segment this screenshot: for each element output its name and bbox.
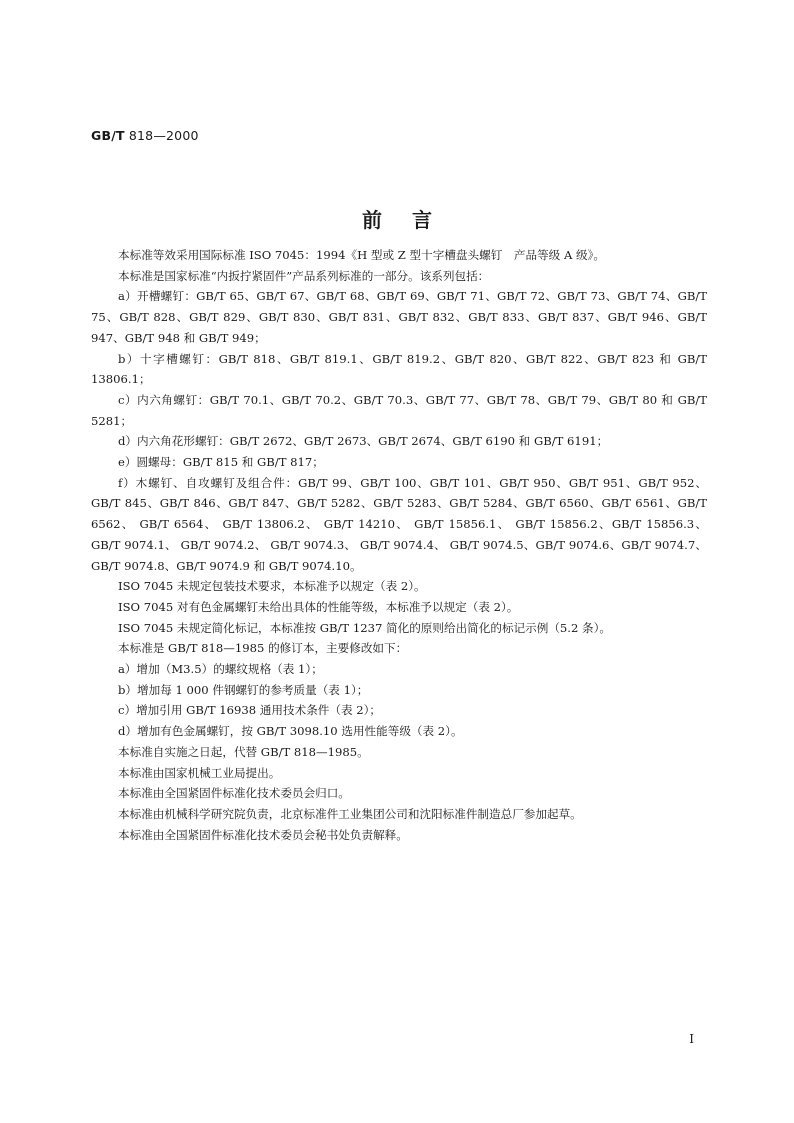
paragraph-revision-intro: 本标准是 GB/T 818—1985 的修订本，主要修改如下： — [118, 641, 408, 656]
paragraph-drafted-by: 本标准由机械科学研究院负责，北京标准件工业集团公司和沈阳标准件制造总厂参加起草。 — [118, 806, 582, 821]
standard-code-number: 818—2000 — [128, 128, 199, 143]
paragraph-iso-equivalence: 本标准等效采用国际标准 ISO 7045：1994《H 型或 Z 型十字槽盘头螺钉 产品等级 A 级》。 — [118, 248, 605, 262]
paragraph-interpreted-by: 本标准由全国紧固件标准化技术委员会秘书处负责解释。 — [118, 827, 408, 842]
foreword-body — [91, 245, 707, 845]
list-item-cross-recessed-screws: b）十字槽螺钉：GB/T 818、GB/T 819.1、GB/T 819.2、GB/T 820、GB/T 822、GB/T 823 和 GB/T 13806.1； — [91, 351, 707, 387]
paragraph-packaging: ISO 7045 未规定包装技术要求，本标准予以规定（表 2）。 — [118, 579, 426, 594]
page-number: I — [689, 1032, 694, 1046]
list-item-revision-b: b）增加每 1 000 件钢螺钉的参考质量（表 1）； — [118, 682, 369, 697]
list-item-revision-a: a）增加（M3.5）的螺纹规格（表 1）； — [118, 662, 323, 677]
paragraph-simplified-marking: ISO 7045 未规定简化标记，本标准按 GB/T 1237 简化的原则给出简化的标记示例（5.2 条）。 — [118, 620, 612, 635]
paragraph-series-intro: 本标准是国家标准“内扳拧紧固件”产品系列标准的一部分。该系列包括： — [118, 268, 490, 283]
paragraph-property-class: ISO 7045 对有色金属螺钉未给出具体的性能等级，本标准予以规定（表 2）。 — [118, 599, 519, 614]
paragraph-supersedes: 本标准自实施之日起，代替 GB/T 818—1985。 — [118, 744, 369, 759]
page-title: 前言 — [362, 208, 462, 232]
paragraph-proposed-by: 本标准由国家机械工业局提出。 — [118, 765, 281, 780]
list-item-hexagon-socket-screws: c）内六角螺钉：GB/T 70.1、GB/T 70.2、GB/T 70.3、GB/T 77、GB/T 78、GB/T 79、GB/T 80 和 GB/T 5281； — [91, 392, 707, 428]
list-item-wood-tapping-screws: f）木螺钉、自攻螺钉及组合件：GB/T 99、GB/T 100、GB/T 101、GB/T 950、GB/T 951、GB/T 952、GB/T 845、GB/T 846、GB/T 847、GB/T 5282、GB/T 5283、GB/T 5284、GB/T 6560、GB/T 6561、GB/T 6562、 GB/T 6564、 GB/T 13806.2、 GB/T 14210、 GB/T 15856.1、 GB/T 15856.2、GB/T 15856.3、 GB/T 9074.1、 GB/T 9074.2、 GB/T 9074.3、 GB/T 9074.4、 GB/T 9074.5、GB/T 9074.6、GB/T 9074.7、GB/T 9074.8、GB/T 9074.9 和 GB/T 9074.10。 — [91, 475, 707, 573]
standard-code — [91, 128, 199, 143]
list-item-round-nuts: e）圆螺母：GB/T 815 和 GB/T 817； — [118, 455, 324, 470]
list-item-revision-c: c）增加引用 GB/T 16938 通用技术条件（表 2）； — [118, 703, 382, 718]
paragraph-administered-by: 本标准由全国紧固件标准化技术委员会归口。 — [118, 786, 350, 801]
list-item-hexalobular-socket-screws: d）内六角花形螺钉：GB/T 2672、GB/T 2673、GB/T 2674、GB/T 6190 和 GB/T 6191； — [118, 434, 609, 449]
standard-code-prefix: GB/T — [91, 128, 125, 143]
list-item-revision-d: d）增加有色金属螺钉，按 GB/T 3098.10 选用性能等级（表 2）。 — [118, 724, 463, 739]
list-item-slotted-screws: a）开槽螺钉：GB/T 65、GB/T 67、GB/T 68、GB/T 69、GB/T 71、GB/T 72、GB/T 73、GB/T 74、GB/T 75、GB/T 828、GB/T 829、GB/T 830、GB/T 831、GB/T 832、GB/T 833、GB/T 837、GB/T 946、GB/T 947、GB/T 948 和 GB/T 949； — [91, 289, 707, 345]
